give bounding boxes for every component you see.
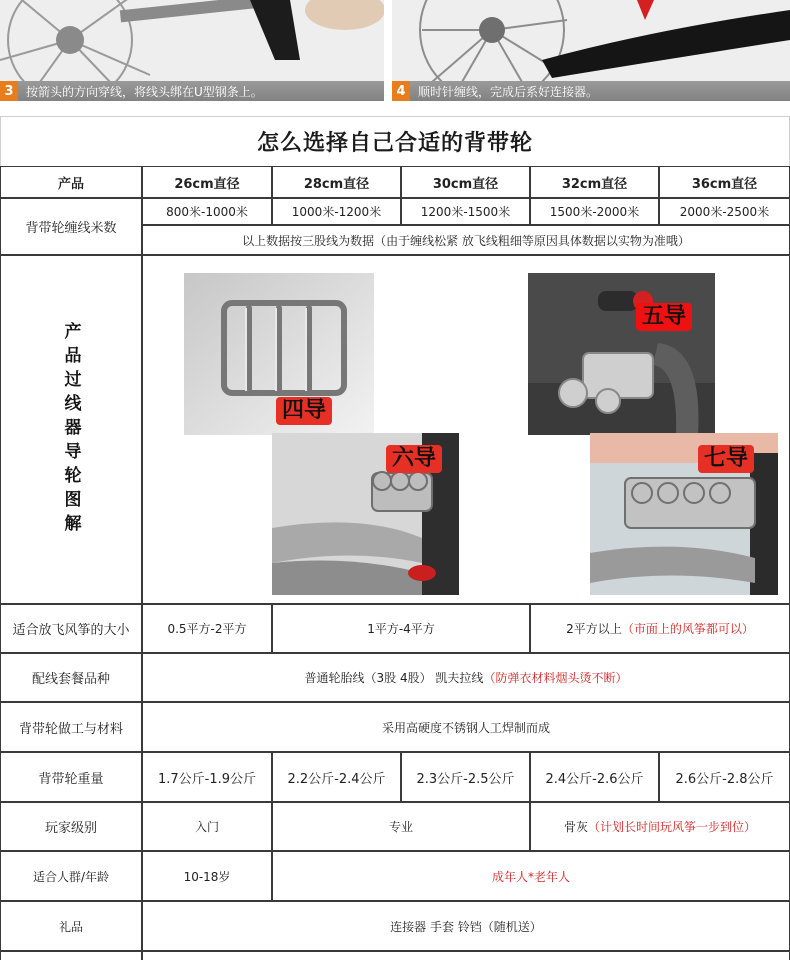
line-length-30: 1200米-1500米: [401, 198, 530, 225]
step-4-number: 4: [392, 81, 410, 101]
next-row-value: [142, 951, 790, 960]
material-label: 背带轮做工与材料: [0, 702, 142, 752]
step-4-caption-bar: [392, 81, 790, 101]
line-length-36: 2000米-2500米: [659, 198, 790, 225]
instruction-strip: [0, 0, 790, 106]
material-value: 采用高硬度不锈钢人工焊制而成: [142, 702, 790, 752]
weight-26: 1.7公斤-1.9公斤: [142, 752, 272, 802]
kite-size-beginner: 0.5平方-2平方: [142, 604, 272, 653]
level-pro: 专业: [272, 802, 530, 851]
page-title: 怎么选择自己合适的背带轮: [0, 116, 790, 166]
weight-32: 2.4公斤-2.6公斤: [530, 752, 659, 802]
weight-30: 2.3公斤-2.5公斤: [401, 752, 530, 802]
step-4-text: 顺时针缠线，完成后系好连接器。: [418, 84, 599, 99]
line-length-note: 以上数据按三股线为数据（由于缠线松紧 放飞线粗细等原因具体数据以实物为准哦）: [142, 225, 790, 255]
seven-guide-tag: 七导: [698, 445, 754, 473]
diameter-36: 36cm直径: [659, 166, 790, 198]
line-type-note: （防弹衣材料烟头烫不断）: [483, 671, 628, 685]
kite-size-expert-value: 2平方以上: [566, 622, 622, 636]
line-length-label: 背带轮缠线米数: [0, 198, 142, 255]
gift-value: 连接器 手套 铃铛（随机送）: [142, 901, 790, 951]
step-3-number: 3: [0, 81, 18, 101]
kite-size-expert: [530, 604, 790, 653]
kite-size-pro: 1平方-4平方: [272, 604, 530, 653]
six-guide-tag: 六导: [386, 445, 442, 473]
four-guide-tag: 四导: [276, 397, 332, 425]
weight-28: 2.2公斤-2.4公斤: [272, 752, 401, 802]
diameter-32: 32cm直径: [530, 166, 659, 198]
line-type-text: 普通轮胎线（3股 4股） 凯夫拉线: [304, 671, 484, 685]
guide-photo-panel: [142, 255, 790, 604]
level-expert-note: （计划长时间玩风筝一步到位）: [588, 820, 757, 834]
step-3-caption-bar: [0, 81, 384, 101]
kite-size-expert-note: （市面上的风筝都可以）: [621, 622, 754, 636]
guide-label-text: 产品过线器导轮图解: [60, 321, 81, 538]
diameter-26: 26cm直径: [142, 166, 272, 198]
product-label: 产品: [0, 166, 142, 198]
line-type-label: 配线套餐品种: [0, 653, 142, 702]
gift-label: 礼品: [0, 901, 142, 951]
kite-size-label: 适合放飞风筝的大小: [0, 604, 142, 653]
level-beginner: 入门: [142, 802, 272, 851]
five-guide-photo: [528, 273, 715, 435]
line-length-32: 1500米-2000米: [530, 198, 659, 225]
level-expert-value: 骨灰: [563, 820, 588, 834]
guide-label: [0, 255, 142, 604]
level-label: 玩家级别: [0, 802, 142, 851]
next-row-label: [0, 951, 142, 960]
weight-36: 2.6公斤-2.8公斤: [659, 752, 790, 802]
step-3-photo: [0, 0, 384, 82]
five-guide-tag: 五导: [636, 303, 692, 331]
age-youth: 10-18岁: [142, 851, 272, 901]
line-length-26: 800米-1000米: [142, 198, 272, 225]
age-adult: 成年人*老年人: [272, 851, 790, 901]
level-expert: [530, 802, 790, 851]
step-3-text: 按箭头的方向穿线，将线头绑在U型钢条上。: [26, 84, 263, 99]
weight-label: 背带轮重量: [0, 752, 142, 802]
line-length-28: 1000米-1200米: [272, 198, 401, 225]
diameter-28: 28cm直径: [272, 166, 401, 198]
line-type-value: [142, 653, 790, 702]
age-label: 适合人群/年龄: [0, 851, 142, 901]
diameter-30: 30cm直径: [401, 166, 530, 198]
step-4-photo: [392, 0, 790, 82]
